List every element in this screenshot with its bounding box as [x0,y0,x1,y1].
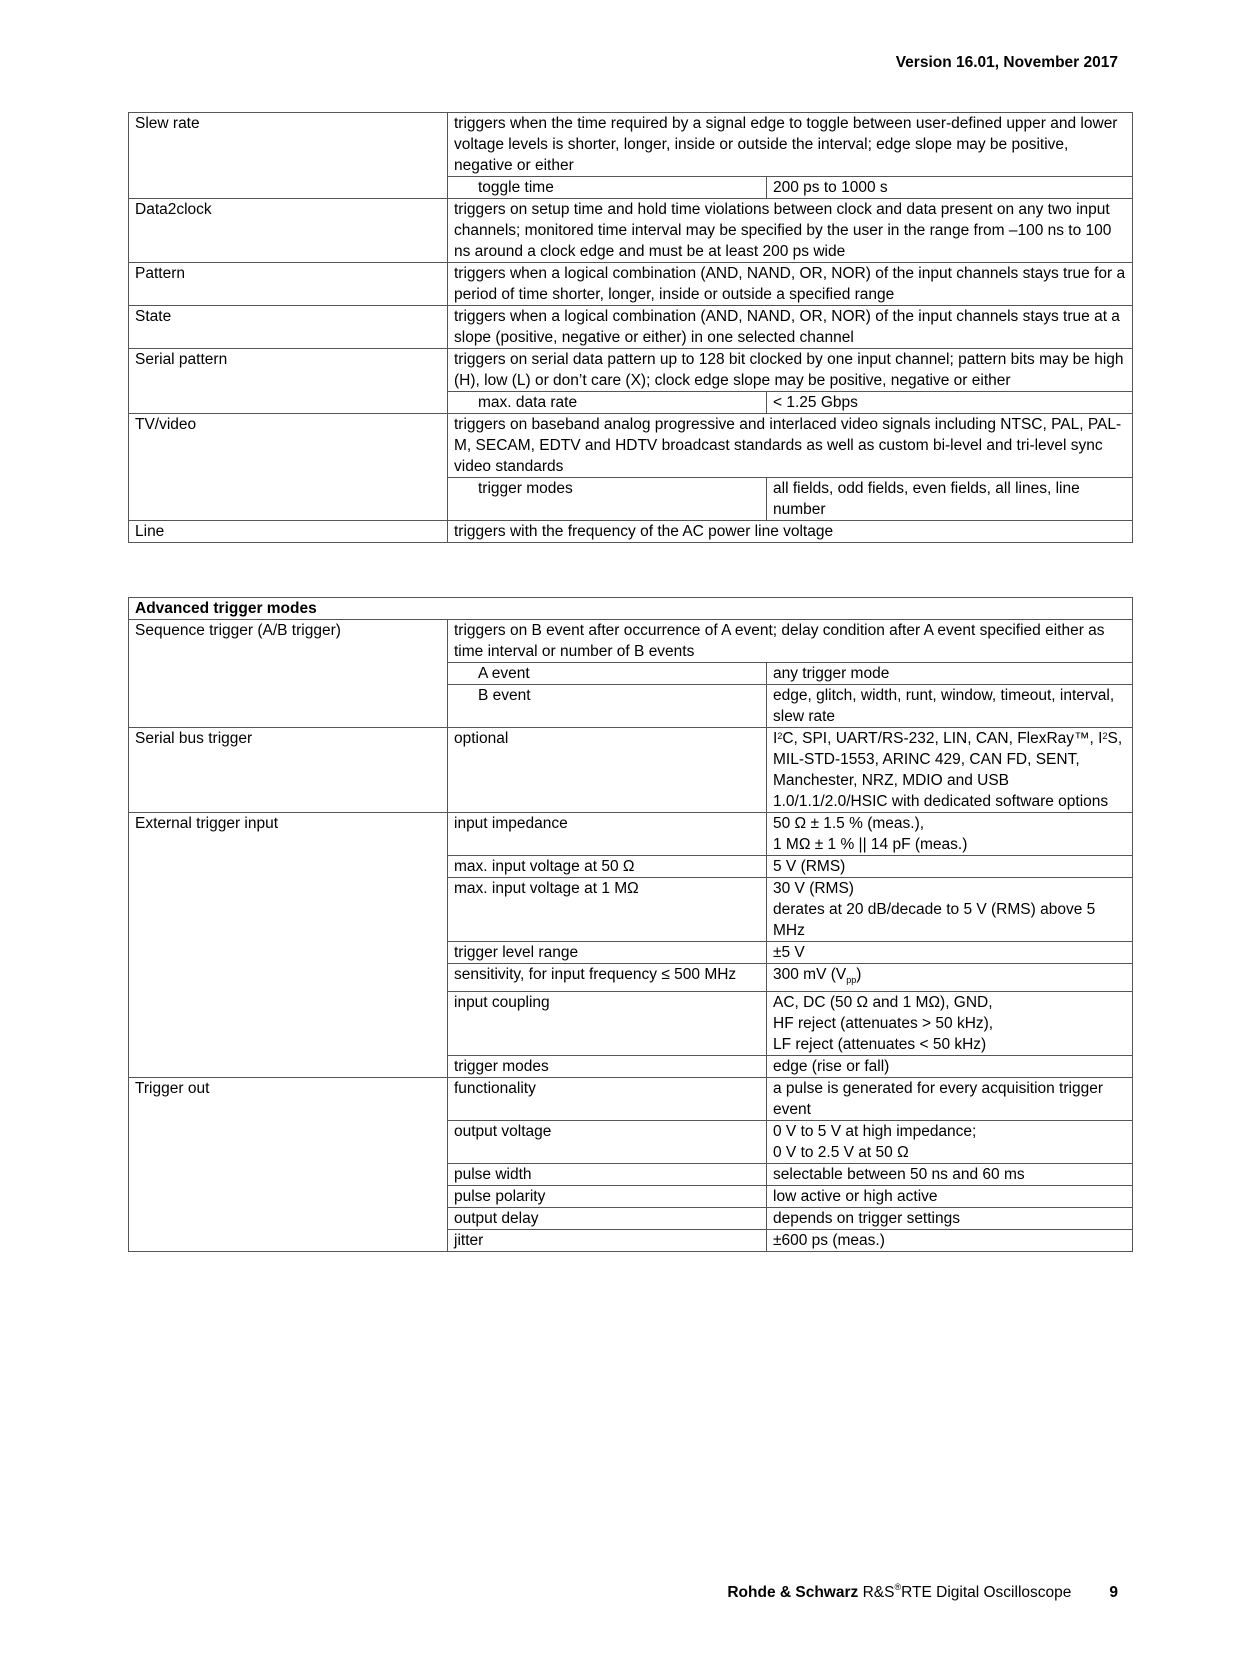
param-label: jitter [448,1230,767,1252]
row-description: triggers on baseband analog progressive and interlaced video signals including NTSC, PAL, PAL-M, SECAM, EDTV and HDTV broadcast standards as well as custom bi-level and tri-level sync video standards [448,414,1133,478]
value-line: 0 V to 5 V at high impedance; [773,1123,977,1141]
value-text: ) [856,966,862,983]
table-row [129,521,1133,543]
row-label: Data2clock [129,199,448,263]
row-label: Serial bus trigger [129,728,448,813]
table-row [129,414,1133,478]
trigger-spec-table [128,112,1133,543]
subscript: pp [846,975,857,986]
value-text: C, SPI, UART/RS-232, LIN, CAN, FlexRay™, I [782,730,1103,747]
param-value: selectable between 50 ns and 60 ms [767,1164,1133,1186]
param-value [767,1121,1133,1164]
row-label: Pattern [129,263,448,306]
param-label: pulse width [448,1164,767,1186]
param-value: edge, glitch, width, runt, window, timeout, interval, slew rate [767,685,1133,728]
param-label: optional [448,728,767,813]
value-line: LF reject (attenuates < 50 kHz) [773,1036,987,1054]
table-row [129,263,1133,306]
table-row [129,813,1133,856]
param-label: sensitivity, for input frequency ≤ 500 MHz [448,964,767,992]
param-value: depends on trigger settings [767,1208,1133,1230]
value-line: 30 V (RMS) [773,880,854,897]
value-text: S, MIL-STD-1553, ARINC 429, CAN FD, SENT, Manchester, NRZ, MDIO and USB 1.0/1.1/2.0/HSIC with dedicated software options [773,730,1123,810]
row-description: triggers when a logical combination (AND, NAND, OR, NOR) of the input channels stays true at a slope (positive, negative or either) in one selected channel [448,306,1133,349]
product-prefix: R&S [858,1584,895,1601]
advanced-trigger-table [128,597,1133,1252]
value-line: derates at 20 dB/decade to 5 V (RMS) above 5 MHz [773,901,1096,939]
product-name: RTE Digital Oscilloscope [901,1584,1072,1601]
param-value [767,813,1133,856]
value-line: HF reject (attenuates > 50 kHz), [773,1015,994,1033]
value-text: 300 mV (V [773,966,847,983]
param-label: output delay [448,1208,767,1230]
section-heading: Advanced trigger modes [129,598,1133,620]
row-label: Line [129,521,448,543]
param-value: < 1.25 Gbps [767,392,1133,414]
table-row [129,113,1133,177]
param-label: max. data rate [448,392,767,414]
param-value: all fields, odd fields, even fields, all lines, line number [767,478,1133,521]
param-label: A event [448,663,767,685]
table-row [129,728,1133,813]
table-row [129,620,1133,663]
param-label: input impedance [448,813,767,856]
version-header: Version 16.01, November 2017 [895,54,1118,71]
row-description: triggers when a logical combination (AND, NAND, OR, NOR) of the input channels stays true for a period of time shorter, longer, inside or outside a specified range [448,263,1133,306]
param-value: a pulse is generated for every acquisition trigger event [767,1078,1133,1121]
param-value: 200 ps to 1000 s [767,177,1133,199]
param-label: input coupling [448,992,767,1056]
row-label: TV/video [129,414,448,521]
page-footer [727,1584,1118,1602]
row-label: Sequence trigger (A/B trigger) [129,620,448,728]
param-value [767,992,1133,1056]
registered-mark: ® [894,1582,902,1592]
table-row [129,349,1133,392]
brand-name: Rohde & Schwarz [727,1584,859,1601]
param-label: max. input voltage at 50 Ω [448,856,767,878]
row-label: State [129,306,448,349]
param-label: B event [448,685,767,728]
param-label: toggle time [448,177,767,199]
row-label: External trigger input [129,813,448,1078]
row-description: triggers with the frequency of the AC power line voltage [448,521,1133,543]
param-value: low active or high active [767,1186,1133,1208]
param-value [767,964,1133,992]
row-description: triggers on serial data pattern up to 128 bit clocked by one input channel; pattern bits may be high (H), low (L) or don’t care (X); clock edge slope may be positive, negative or either [448,349,1133,392]
param-value [767,878,1133,942]
value-line: 0 V to 2.5 V at 50 Ω [773,1144,909,1162]
row-description: triggers on setup time and hold time violations between clock and data present on any two input channels; monitored time interval may be specified by the user in the range from –100 ns to 100 ns around a clock edge and must be at least 200 ps wide [448,199,1133,263]
param-value: ±600 ps (meas.) [767,1230,1133,1252]
superscript: 2 [1102,731,1108,741]
param-label: trigger modes [448,478,767,521]
value-line: 50 Ω ± 1.5 % (meas.), [773,815,925,832]
value-line: 1 MΩ ± 1 % || 14 pF (meas.) [773,836,968,853]
param-value: edge (rise or fall) [767,1056,1133,1078]
row-description: triggers on B event after occurrence of A event; delay condition after A event specified either as time interval or number of B events [448,620,1133,663]
param-label: trigger modes [448,1056,767,1078]
row-label: Serial pattern [129,349,448,414]
param-label: trigger level range [448,942,767,964]
param-value [767,728,1133,813]
page-number: 9 [1109,1584,1118,1601]
row-label: Slew rate [129,113,448,199]
table-row [129,598,1133,620]
value-line: AC, DC (50 Ω and 1 MΩ), GND, [773,994,993,1012]
param-label: max. input voltage at 1 MΩ [448,878,767,942]
param-value: 5 V (RMS) [767,856,1133,878]
param-label: output voltage [448,1121,767,1164]
table-row [129,1078,1133,1121]
superscript: 2 [777,731,783,741]
param-label: functionality [448,1078,767,1121]
row-description: triggers when the time required by a signal edge to toggle between user-defined upper and lower voltage levels is shorter, longer, inside or outside the interval; edge slope may be positive, negative or either [448,113,1133,177]
param-label: pulse polarity [448,1186,767,1208]
value-text: I [773,730,778,747]
param-value: any trigger mode [767,663,1133,685]
table-row [129,306,1133,349]
param-value: ±5 V [767,942,1133,964]
row-label: Trigger out [129,1078,448,1252]
table-row [129,199,1133,263]
